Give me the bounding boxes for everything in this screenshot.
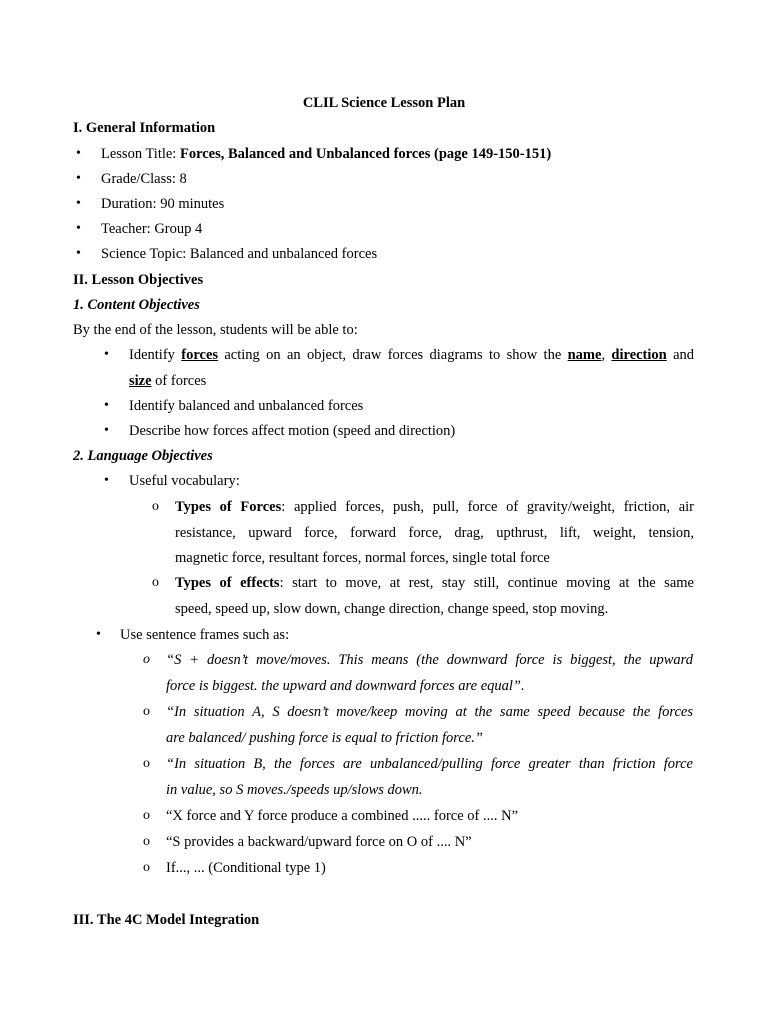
- bullet-disc: •: [76, 196, 81, 211]
- keyword-forces: forces: [181, 347, 219, 363]
- sentence-frames-intro: Use sentence frames such as:: [120, 627, 290, 643]
- lesson-title-value: Forces, Balanced and Unbalanced forces (page 149-150-151): [179, 146, 552, 162]
- topic-item: Science Topic: Balanced and unbalanced forces: [101, 246, 378, 262]
- bullet-circle: o: [143, 860, 150, 875]
- grade-item: Grade/Class: 8: [101, 171, 187, 187]
- bullet-disc: •: [104, 423, 109, 438]
- objectives-intro: By the end of the lesson, students will be able to:: [73, 322, 358, 338]
- frame-1-line2: force is biggest. the upward and downward forces are equal”.: [166, 678, 525, 694]
- useful-vocabulary: Useful vocabulary:: [129, 473, 240, 489]
- objective-identify-forces-line1: Identify forces acting on an object, draw forces diagrams to show the name, direction and: [129, 347, 695, 363]
- duration-item: Duration: 90 minutes: [101, 196, 225, 212]
- section-heading-general-information: I. General Information: [73, 120, 216, 136]
- bullet-circle: o: [152, 499, 159, 514]
- keyword-direction: direction: [611, 347, 667, 363]
- bullet-disc: •: [76, 171, 81, 186]
- bullet-disc: •: [96, 627, 101, 642]
- keyword-name: name: [567, 347, 602, 363]
- types-of-forces-line1: Types of Forces: applied forces, push, pull, force of gravity/weight, friction, air: [175, 499, 694, 515]
- frame-3-line2: in value, so S moves./speeds up/slows down.: [166, 782, 423, 798]
- bullet-disc: •: [76, 146, 81, 161]
- section-heading-4c-model: III. The 4C Model Integration: [73, 912, 260, 928]
- types-of-forces-line3: magnetic force, resultant forces, normal forces, single total force: [175, 550, 550, 566]
- keyword-size: size: [129, 373, 152, 389]
- bullet-disc: •: [104, 473, 109, 488]
- frame-1-line1: “S + doesn’t move/moves. This means (the downward force is biggest, the upward: [166, 652, 693, 668]
- teacher-item: Teacher: Group 4: [101, 221, 203, 237]
- frame-6: If..., ... (Conditional type 1): [166, 860, 326, 876]
- types-of-effects-line2: speed, speed up, slow down, change direction, change speed, stop moving.: [175, 601, 609, 617]
- types-of-forces-label: Types of Forces: [175, 499, 282, 515]
- objective-identify-forces-line2: size of forces: [129, 373, 207, 389]
- objective-balanced-unbalanced: Identify balanced and unbalanced forces: [129, 398, 364, 414]
- bullet-disc: •: [104, 398, 109, 413]
- bullet-circle: o: [152, 575, 159, 590]
- frame-3-line1: “In situation B, the forces are unbalanced/pulling force greater than friction force: [166, 756, 693, 772]
- types-of-forces-line2: resistance, upward force, forward force, drag, upthrust, lift, weight, tension,: [175, 525, 694, 541]
- bullet-circle: o: [143, 704, 150, 719]
- types-of-effects-label: Types of effects: [175, 575, 280, 591]
- section-heading-lesson-objectives: II. Lesson Objectives: [73, 272, 204, 288]
- frame-5: “S provides a backward/upward force on O of .... N”: [166, 834, 472, 850]
- page-title: CLIL Science Lesson Plan: [302, 95, 466, 111]
- frame-2-line1: “In situation A, S doesn’t move/keep moving at the same speed because the forces: [166, 704, 693, 720]
- bullet-circle: o: [143, 808, 150, 823]
- subheading-content-objectives: 1. Content Objectives: [73, 297, 200, 313]
- bullet-circle: o: [143, 756, 150, 771]
- frame-2-line2: are balanced/ pushing force is equal to friction force.”: [166, 730, 483, 746]
- objective-forces-motion: Describe how forces affect motion (speed and direction): [129, 423, 456, 439]
- frame-4: “X force and Y force produce a combined ..... force of .... N”: [166, 808, 519, 824]
- lesson-title-item: [101, 145, 551, 163]
- bullet-circle: o: [143, 652, 150, 667]
- bullet-circle: o: [143, 834, 150, 849]
- bullet-disc: •: [104, 347, 109, 362]
- types-of-effects-line1: Types of effects: start to move, at rest, stay still, continue moving at the same: [175, 575, 694, 591]
- bullet-disc: •: [76, 246, 81, 261]
- subheading-language-objectives: 2. Language Objectives: [73, 448, 213, 464]
- bullet-disc: •: [76, 221, 81, 236]
- lesson-title-label: Lesson Title:: [101, 146, 180, 162]
